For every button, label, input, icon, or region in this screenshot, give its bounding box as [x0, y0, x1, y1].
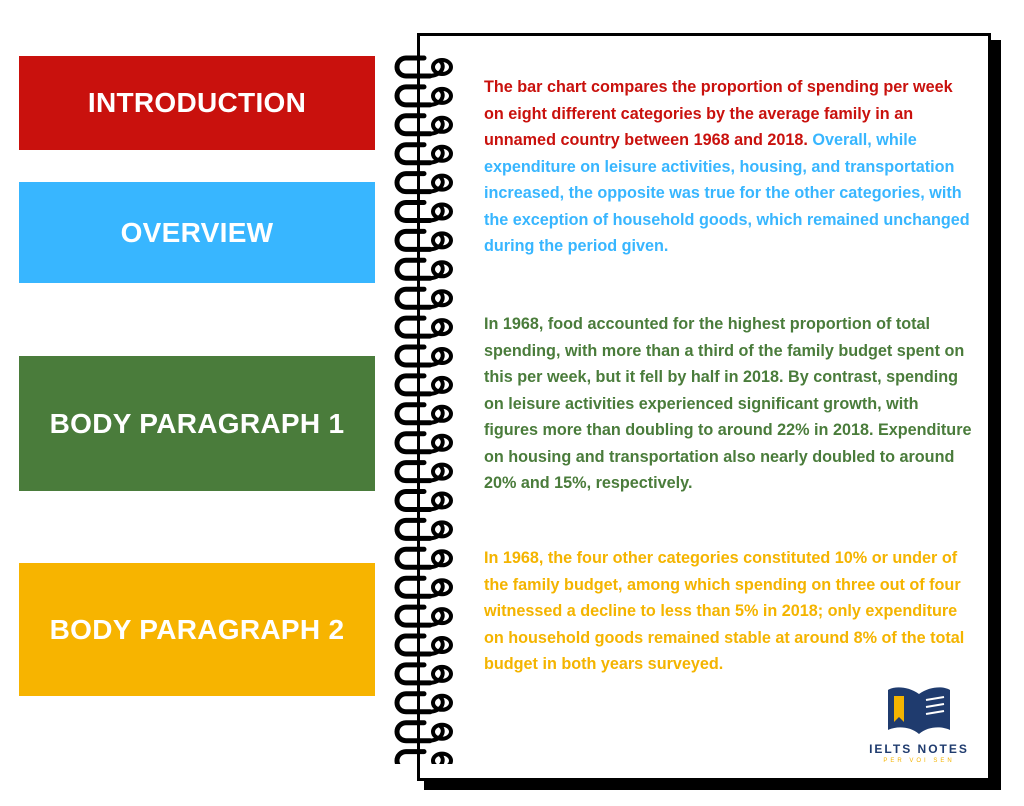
spiral-ring: [397, 376, 451, 394]
spiral-ring: [397, 289, 451, 307]
essay-paragraph-intro-overview: [484, 74, 974, 260]
spiral-ring: [397, 145, 451, 163]
ielts-notes-logo: [858, 684, 980, 774]
spiral-ring: [397, 260, 451, 278]
spiral-ring: [397, 116, 451, 134]
spiral-ring: [397, 694, 451, 712]
spiral-ring: [397, 87, 451, 105]
open-book-icon: [884, 684, 954, 736]
overview-text: Overall, while expenditure on leisure activities, housing, and transportation increased, the opposite was true for the other categories, with the exception of household goods, which remained unchanged during the period given.: [484, 131, 970, 255]
introduction-label: INTRODUCTION: [19, 56, 375, 150]
body-paragraph-2-text: In 1968, the four other categories constituted 10% or under of the family budget, among which spending on three out of four witnessed a decline to less than 5% in 2018; only expenditure on household goods remained stable at around 8% of the total budget in both years surveyed.: [484, 549, 965, 673]
body-paragraph-1-label: BODY PARAGRAPH 1: [19, 356, 375, 491]
spiral-ring: [397, 434, 451, 452]
overview-label: OVERVIEW: [19, 182, 375, 283]
logo-tagline: PER VOI SEN: [883, 758, 955, 764]
spiral-ring: [397, 607, 451, 625]
spiral-ring: [397, 347, 451, 365]
spiral-ring: [397, 665, 451, 683]
spiral-ring: [397, 58, 451, 76]
spiral-ring: [397, 549, 451, 567]
spiral-ring: [397, 578, 451, 596]
spiral-ring: [397, 752, 451, 764]
introduction-text: The bar chart compares the proportion of spending per week on eight different categories by the average family in an unnamed country between 1968 and 2018.: [484, 78, 953, 149]
spiral-binding: [380, 44, 470, 764]
body-paragraph-1-text: In 1968, food accounted for the highest proportion of total spending, with more than a third of the family budget spent on this per week, but it fell by half in 2018. By contrast, spending on leisure activities experienced significant growth, with figures more than doubling to around 22% in 2018. Expenditure on housing and transportation also nearly doubled to around 20% and 15%, respectively.: [484, 315, 972, 492]
spiral-ring: [397, 723, 451, 741]
spiral-ring: [397, 318, 451, 336]
body-paragraph-2-label: BODY PARAGRAPH 2: [19, 563, 375, 696]
spiral-ring: [397, 520, 451, 538]
spiral-ring: [397, 636, 451, 654]
spiral-ring: [397, 203, 451, 221]
spiral-ring: [397, 463, 451, 481]
spiral-ring: [397, 174, 451, 192]
logo-name: IELTS NOTES: [869, 742, 969, 756]
spiral-ring: [397, 405, 451, 423]
spiral-ring: [397, 231, 451, 249]
spiral-ring: [397, 492, 451, 510]
